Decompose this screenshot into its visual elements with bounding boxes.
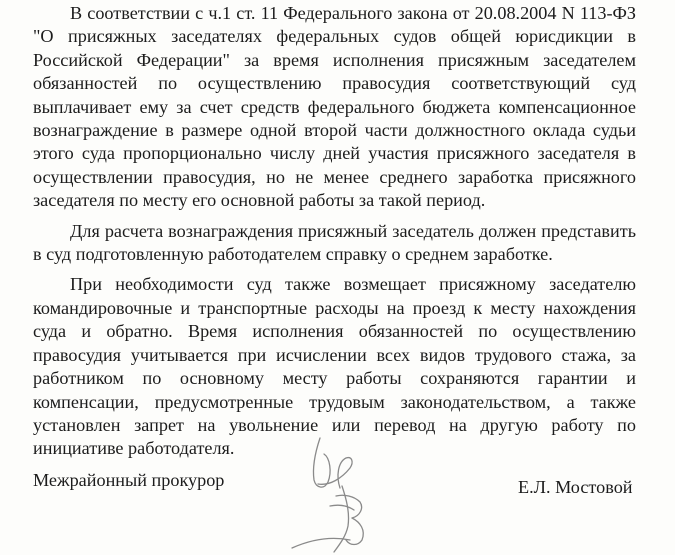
paragraph-salary-certificate: Для расчета вознаграждения присяжный заседатель должен представить в суд подготовленную работодателем справку о среднем заработке. (33, 220, 636, 265)
paragraph-jury-compensation: В соответствии с ч.1 ст. 11 Федерального закона от 20.08.2004 N 113-ФЗ "О присяжных заседателях федеральных судов общей юрисдикции в Российской Федерации" за время исполнения присяжным заседателем обязанностей по осуществлению правосудия соответствующий суд выплачивает ему за счет средств федерального бюджета компенсационное вознаграждение в размере одной второй части должностного оклада судьи этого суда пропорционально числу дней участия присяжного заседателя в осуществлении правосудия, но не менее среднего заработка присяжного заседателя по месту его основной работы за такой период. (33, 3, 636, 211)
paragraph-travel-expenses-guarantees: При необходимости суд также возмещает присяжному заседателю командировочные и транспортные расходы на проезд к месту нахождения суда и обратно. Время исполнения обязанностей по осуществлению правосудия учитывается при исчислении всех видов трудового стажа, за работником по основному месту работы сохраняются гарантии и компенсации, предусмотренные трудовым законодательством, а также установлен запрет на увольнение или перевод на другую работу по инициативе работодателя. (33, 274, 636, 459)
signer-name: Е.Л. Мостовой (518, 477, 633, 497)
handwritten-signature (290, 436, 410, 554)
signer-position: Межрайонный прокурор (33, 470, 225, 490)
document-body (33, 2, 636, 468)
